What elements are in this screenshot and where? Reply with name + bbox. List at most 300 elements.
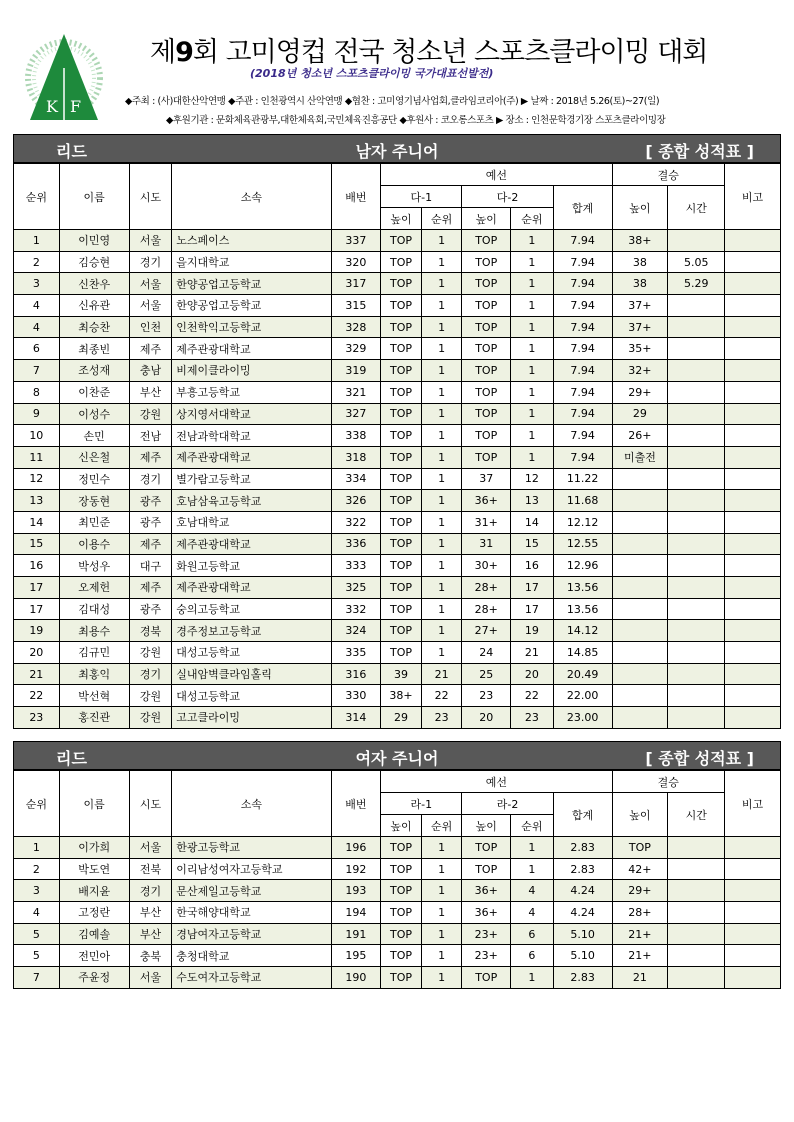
r2-rank-cell: 15 [511, 533, 554, 555]
r1-rank-cell: 1 [421, 837, 462, 859]
final-height-cell: 37+ [612, 316, 668, 338]
region-cell: 충남 [129, 360, 172, 382]
region-cell: 인천 [129, 316, 172, 338]
total-cell: 2.83 [553, 837, 612, 859]
final-time-cell [668, 858, 725, 880]
results-label: [ 종합 성적표 ] [645, 749, 754, 768]
col-final-time: 시간 [668, 793, 725, 837]
r1-rank-cell: 1 [421, 511, 462, 533]
region-cell: 전남 [129, 425, 172, 447]
col-r2-height: 높이 [462, 815, 511, 837]
section-header [13, 741, 781, 770]
final-height-cell: 29+ [612, 880, 668, 902]
r2-rank-cell: 13 [511, 490, 554, 512]
r2-height-cell: TOP [462, 381, 511, 403]
r1-rank-cell: 1 [421, 338, 462, 360]
final-height-cell: 42+ [612, 858, 668, 880]
note-cell [725, 230, 781, 252]
note-cell [725, 273, 781, 295]
r2-height-cell: TOP [462, 338, 511, 360]
final-height-cell: 21+ [612, 923, 668, 945]
note-cell [725, 945, 781, 967]
total-cell: 14.85 [553, 642, 612, 664]
final-time-cell [668, 902, 725, 924]
note-cell [725, 923, 781, 945]
r1-rank-cell: 1 [421, 360, 462, 382]
name-cell: 최홍익 [59, 663, 129, 685]
affiliation-cell: 실내암벽클라임홀릭 [172, 663, 331, 685]
r1-rank-cell: 21 [421, 663, 462, 685]
col-bib: 배번 [331, 164, 381, 230]
r2-rank-cell: 16 [511, 555, 554, 577]
col-region: 시도 [129, 771, 172, 837]
results-body [14, 230, 781, 729]
r1-height-cell: TOP [381, 642, 422, 664]
affiliation-cell: 노스페이스 [172, 230, 331, 252]
total-cell: 5.10 [553, 923, 612, 945]
col-bib: 배번 [331, 771, 381, 837]
affiliation-cell: 상지영서대학교 [172, 403, 331, 425]
note-cell [725, 425, 781, 447]
r2-rank-cell: 14 [511, 511, 554, 533]
final-height-cell [612, 598, 668, 620]
r1-height-cell: TOP [381, 251, 422, 273]
r1-height-cell: TOP [381, 468, 422, 490]
total-cell: 5.10 [553, 945, 612, 967]
final-height-cell [612, 490, 668, 512]
table-row [14, 381, 781, 403]
r2-height-cell: TOP [462, 403, 511, 425]
col-total: 합계 [553, 793, 612, 837]
r2-height-cell: 27+ [462, 620, 511, 642]
final-time-cell [668, 707, 725, 729]
r2-height-cell: 24 [462, 642, 511, 664]
note-cell [725, 837, 781, 859]
rank-cell: 2 [14, 858, 60, 880]
rank-cell: 4 [14, 295, 60, 317]
final-height-cell [612, 555, 668, 577]
r2-height-cell: TOP [462, 837, 511, 859]
final-time-cell [668, 316, 725, 338]
name-cell: 이용수 [59, 533, 129, 555]
rank-cell: 1 [14, 837, 60, 859]
r1-height-cell: TOP [381, 945, 422, 967]
rank-cell: 9 [14, 403, 60, 425]
r2-height-cell: 28+ [462, 577, 511, 599]
col-r1-rank: 순위 [421, 815, 462, 837]
r2-rank-cell: 1 [511, 425, 554, 447]
r1-rank-cell: 1 [421, 858, 462, 880]
name-cell: 오제헌 [59, 577, 129, 599]
final-time-cell [668, 945, 725, 967]
category-title: 남자 주니어 [355, 142, 439, 161]
rank-cell: 3 [14, 880, 60, 902]
r1-height-cell: TOP [381, 425, 422, 447]
name-cell: 신유관 [59, 295, 129, 317]
note-cell [725, 880, 781, 902]
total-cell: 2.83 [553, 858, 612, 880]
r1-rank-cell: 1 [421, 577, 462, 599]
affiliation-cell: 한국해양대학교 [172, 902, 331, 924]
col-note: 비고 [725, 771, 781, 837]
rank-cell: 3 [14, 273, 60, 295]
r2-height-cell: TOP [462, 858, 511, 880]
region-cell: 부산 [129, 902, 172, 924]
rank-cell: 15 [14, 533, 60, 555]
col-total: 합계 [553, 186, 612, 230]
final-time-cell: 5.29 [668, 273, 725, 295]
region-cell: 경기 [129, 663, 172, 685]
name-cell: 이성수 [59, 403, 129, 425]
bib-cell: 329 [331, 338, 381, 360]
affiliation-cell: 충청대학교 [172, 945, 331, 967]
final-time-cell [668, 338, 725, 360]
final-height-cell: 미출전 [612, 446, 668, 468]
rank-cell: 16 [14, 555, 60, 577]
bib-cell: 325 [331, 577, 381, 599]
region-cell: 경기 [129, 468, 172, 490]
r2-rank-cell: 1 [511, 837, 554, 859]
bib-cell: 333 [331, 555, 381, 577]
region-cell: 강원 [129, 403, 172, 425]
r2-height-cell: 23+ [462, 923, 511, 945]
rank-cell: 12 [14, 468, 60, 490]
rank-cell: 20 [14, 642, 60, 664]
note-cell [725, 642, 781, 664]
final-time-cell [668, 403, 725, 425]
r2-rank-cell: 1 [511, 446, 554, 468]
note-cell [725, 533, 781, 555]
r1-height-cell: TOP [381, 837, 422, 859]
page-title: 제9회 고미영컵 전국 청소년 스포츠클라이밍 대회 [150, 37, 708, 68]
rank-cell: 11 [14, 446, 60, 468]
name-cell: 이찬준 [59, 381, 129, 403]
r1-rank-cell: 1 [421, 967, 462, 989]
final-height-cell: TOP [612, 837, 668, 859]
table-row [14, 446, 781, 468]
r2-height-cell: TOP [462, 967, 511, 989]
table-row [14, 837, 781, 859]
final-height-cell [612, 577, 668, 599]
affiliation-cell: 인천학익고등학교 [172, 316, 331, 338]
final-height-cell: 21 [612, 967, 668, 989]
rank-cell: 7 [14, 967, 60, 989]
rank-cell: 19 [14, 620, 60, 642]
bib-cell: 194 [331, 902, 381, 924]
rank-cell: 5 [14, 923, 60, 945]
bib-cell: 322 [331, 511, 381, 533]
r2-rank-cell: 6 [511, 923, 554, 945]
total-cell: 12.12 [553, 511, 612, 533]
table-row [14, 642, 781, 664]
r1-rank-cell: 1 [421, 533, 462, 555]
r2-height-cell: TOP [462, 273, 511, 295]
rank-cell: 1 [14, 230, 60, 252]
affiliation-cell: 이리남성여자고등학교 [172, 858, 331, 880]
r1-height-cell: TOP [381, 360, 422, 382]
total-cell: 11.68 [553, 490, 612, 512]
note-cell [725, 620, 781, 642]
region-cell: 강원 [129, 707, 172, 729]
name-cell: 고정란 [59, 902, 129, 924]
r2-rank-cell: 1 [511, 858, 554, 880]
affiliation-cell: 부흥고등학교 [172, 381, 331, 403]
total-cell: 13.56 [553, 577, 612, 599]
affiliation-cell: 숭의고등학교 [172, 598, 331, 620]
total-cell: 22.00 [553, 685, 612, 707]
col-r2-height: 높이 [462, 208, 511, 230]
bib-cell: 317 [331, 273, 381, 295]
r1-height-cell: TOP [381, 446, 422, 468]
note-cell [725, 858, 781, 880]
r1-rank-cell: 1 [421, 642, 462, 664]
table-row [14, 945, 781, 967]
final-time-cell [668, 425, 725, 447]
table-row [14, 316, 781, 338]
table-row [14, 902, 781, 924]
total-cell: 7.94 [553, 360, 612, 382]
col-qualification: 예선 [381, 771, 612, 793]
final-height-cell [612, 511, 668, 533]
r2-height-cell: 31+ [462, 511, 511, 533]
region-cell: 전북 [129, 858, 172, 880]
bib-cell: 316 [331, 663, 381, 685]
note-cell [725, 446, 781, 468]
r2-rank-cell: 1 [511, 360, 554, 382]
r2-height-cell: 28+ [462, 598, 511, 620]
region-cell: 경기 [129, 880, 172, 902]
col-route2: 라-2 [462, 793, 553, 815]
r1-height-cell: TOP [381, 381, 422, 403]
rank-cell: 2 [14, 251, 60, 273]
r2-rank-cell: 1 [511, 403, 554, 425]
r2-height-cell: TOP [462, 425, 511, 447]
rank-cell: 21 [14, 663, 60, 685]
final-time-cell [668, 685, 725, 707]
final-time-cell [668, 967, 725, 989]
results-table [13, 163, 781, 729]
name-cell: 손민 [59, 425, 129, 447]
note-cell [725, 555, 781, 577]
region-cell: 충북 [129, 945, 172, 967]
total-cell: 4.24 [553, 902, 612, 924]
col-route1: 다-1 [381, 186, 462, 208]
col-r1-rank: 순위 [421, 208, 462, 230]
affiliation-cell: 문산제일고등학교 [172, 880, 331, 902]
region-cell: 광주 [129, 598, 172, 620]
final-height-cell: 38 [612, 251, 668, 273]
affiliation-cell: 한양공업고등학교 [172, 273, 331, 295]
affiliation-cell: 한양공업고등학교 [172, 295, 331, 317]
r2-rank-cell: 1 [511, 251, 554, 273]
logo-letter-k: K [46, 97, 58, 116]
rank-cell: 4 [14, 316, 60, 338]
r2-rank-cell: 6 [511, 945, 554, 967]
bib-cell: 330 [331, 685, 381, 707]
r2-rank-cell: 21 [511, 642, 554, 664]
final-time-cell [668, 511, 725, 533]
r1-rank-cell: 22 [421, 685, 462, 707]
note-cell [725, 967, 781, 989]
col-final-height: 높이 [612, 186, 668, 230]
name-cell: 신은철 [59, 446, 129, 468]
table-row [14, 490, 781, 512]
name-cell: 주윤정 [59, 967, 129, 989]
bib-cell: 319 [331, 360, 381, 382]
region-cell: 서울 [129, 295, 172, 317]
final-height-cell [612, 533, 668, 555]
note-cell [725, 403, 781, 425]
final-height-cell [612, 468, 668, 490]
r1-rank-cell: 1 [421, 620, 462, 642]
affiliation-cell: 호남삼육고등학교 [172, 490, 331, 512]
r1-rank-cell: 1 [421, 425, 462, 447]
final-time-cell [668, 446, 725, 468]
men-junior-section [13, 134, 781, 729]
table-row [14, 923, 781, 945]
r2-rank-cell: 17 [511, 598, 554, 620]
table-row [14, 880, 781, 902]
bib-cell: 338 [331, 425, 381, 447]
r2-rank-cell: 1 [511, 381, 554, 403]
affiliation-cell: 한광고등학교 [172, 837, 331, 859]
total-cell: 13.56 [553, 598, 612, 620]
r1-rank-cell: 1 [421, 880, 462, 902]
r2-height-cell: 30+ [462, 555, 511, 577]
note-cell [725, 511, 781, 533]
bib-cell: 318 [331, 446, 381, 468]
col-final: 결승 [612, 771, 725, 793]
table-row [14, 967, 781, 989]
note-cell [725, 577, 781, 599]
final-time-cell [668, 490, 725, 512]
r1-height-cell: 39 [381, 663, 422, 685]
rank-cell: 8 [14, 381, 60, 403]
r1-height-cell: TOP [381, 295, 422, 317]
page-subtitle: (2018년 청소년 스포츠클라이밍 국가대표선발전) [250, 67, 494, 80]
r1-height-cell: TOP [381, 902, 422, 924]
col-affiliation: 소속 [172, 771, 331, 837]
r2-rank-cell: 1 [511, 230, 554, 252]
rank-cell: 17 [14, 598, 60, 620]
bib-cell: 337 [331, 230, 381, 252]
bib-cell: 315 [331, 295, 381, 317]
col-note: 비고 [725, 164, 781, 230]
total-cell: 7.94 [553, 251, 612, 273]
name-cell: 이민영 [59, 230, 129, 252]
table-row [14, 425, 781, 447]
r1-height-cell: TOP [381, 555, 422, 577]
note-cell [725, 338, 781, 360]
r1-rank-cell: 1 [421, 403, 462, 425]
bib-cell: 324 [331, 620, 381, 642]
r2-rank-cell: 1 [511, 273, 554, 295]
name-cell: 최종빈 [59, 338, 129, 360]
final-height-cell: 32+ [612, 360, 668, 382]
r2-rank-cell: 4 [511, 880, 554, 902]
r1-rank-cell: 1 [421, 230, 462, 252]
total-cell: 7.94 [553, 381, 612, 403]
final-time-cell [668, 577, 725, 599]
table-row [14, 251, 781, 273]
bib-cell: 196 [331, 837, 381, 859]
r1-rank-cell: 1 [421, 446, 462, 468]
organizer-info: ◆주최 : (사)대한산악연맹 ◆주관 : 인천광역시 산악연맹 ◆협찬 : 고미영기념사업회,클라임코리아(주) ▶ 날짜 : 2018년 5.26(토)~27(일) [125, 96, 660, 107]
bib-cell: 314 [331, 707, 381, 729]
r2-rank-cell: 4 [511, 902, 554, 924]
final-height-cell: 21+ [612, 945, 668, 967]
final-height-cell [612, 707, 668, 729]
name-cell: 신찬우 [59, 273, 129, 295]
final-time-cell [668, 381, 725, 403]
table-row [14, 598, 781, 620]
col-name: 이름 [59, 771, 129, 837]
final-height-cell: 37+ [612, 295, 668, 317]
r1-rank-cell: 1 [421, 468, 462, 490]
col-final: 결승 [612, 164, 725, 186]
discipline-label: 리드 [56, 142, 87, 161]
final-time-cell [668, 837, 725, 859]
rank-cell: 13 [14, 490, 60, 512]
table-row [14, 685, 781, 707]
r2-rank-cell: 12 [511, 468, 554, 490]
bib-cell: 332 [331, 598, 381, 620]
final-time-cell: 5.05 [668, 251, 725, 273]
r1-rank-cell: 1 [421, 273, 462, 295]
note-cell [725, 902, 781, 924]
total-cell: 7.94 [553, 446, 612, 468]
r1-height-cell: TOP [381, 511, 422, 533]
col-r1-height: 높이 [381, 208, 422, 230]
note-cell [725, 707, 781, 729]
affiliation-cell: 대성고등학교 [172, 685, 331, 707]
category-title: 여자 주니어 [355, 749, 439, 768]
bib-cell: 321 [331, 381, 381, 403]
r1-height-cell: 38+ [381, 685, 422, 707]
note-cell [725, 251, 781, 273]
final-time-cell [668, 620, 725, 642]
table-row [14, 403, 781, 425]
total-cell: 11.22 [553, 468, 612, 490]
total-cell: 14.12 [553, 620, 612, 642]
name-cell: 김대성 [59, 598, 129, 620]
table-row [14, 663, 781, 685]
table-row [14, 468, 781, 490]
r2-height-cell: TOP [462, 316, 511, 338]
final-time-cell [668, 295, 725, 317]
name-cell: 이가희 [59, 837, 129, 859]
note-cell [725, 598, 781, 620]
final-height-cell: 35+ [612, 338, 668, 360]
r1-height-cell: TOP [381, 230, 422, 252]
name-cell: 김규민 [59, 642, 129, 664]
bib-cell: 190 [331, 967, 381, 989]
rank-cell: 6 [14, 338, 60, 360]
final-height-cell: 29+ [612, 381, 668, 403]
table-row [14, 577, 781, 599]
results-body [14, 837, 781, 989]
affiliation-cell: 을지대학교 [172, 251, 331, 273]
rank-cell: 17 [14, 577, 60, 599]
final-height-cell [612, 685, 668, 707]
r2-height-cell: TOP [462, 360, 511, 382]
affiliation-cell: 제주관광대학교 [172, 533, 331, 555]
final-time-cell [668, 555, 725, 577]
col-affiliation: 소속 [172, 164, 331, 230]
r2-height-cell: 23+ [462, 945, 511, 967]
total-cell: 20.49 [553, 663, 612, 685]
r2-height-cell: 36+ [462, 490, 511, 512]
